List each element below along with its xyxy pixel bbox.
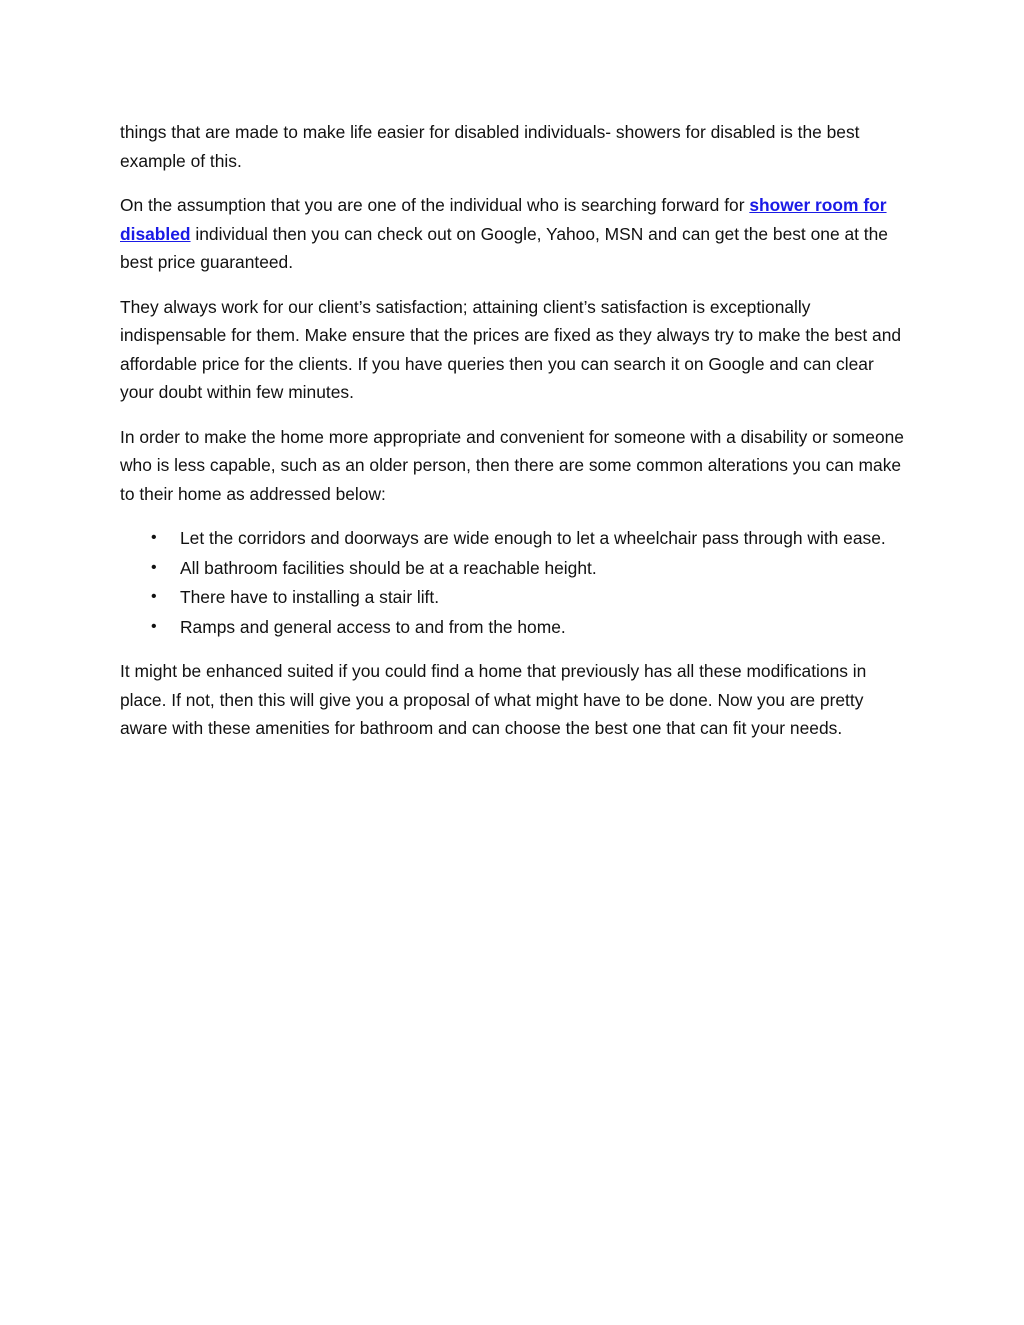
shower-room-link[interactable]: shower room for disabled <box>120 195 887 244</box>
list-item <box>120 583 910 612</box>
paragraph-search <box>120 191 910 277</box>
document-page <box>120 118 910 759</box>
bullet-icon: • <box>151 588 157 605</box>
paragraph-satisfaction: They always work for our client’s satisfaction; attaining client’s satisfaction is exceptionally indispensable for them. Make ensure that the prices are fixed as they always try to make the best and affordable price for the clients. If you have queries then you can search it on Google and can clear your doubt within few minutes. <box>120 296 902 402</box>
paragraph-conclusion: It might be enhanced suited if you could find a home that previously has all these modifications in place. If not, then this will give you a proposal of what might have to be done. Now you are pretty aware with these amenities for bathroom and can choose the best one that can fit your needs. <box>120 661 867 738</box>
list-item-text: There have to installing a stair lift. <box>180 587 440 607</box>
list-item <box>120 554 910 583</box>
paragraph-search-before: On the assumption that you are one of the individual who is searching forward for <box>120 195 750 215</box>
bullet-icon: • <box>151 529 157 546</box>
list-item <box>120 613 910 642</box>
bullet-icon: • <box>151 617 157 635</box>
list-item-text: All bathroom facilities should be at a reachable height. <box>180 557 597 578</box>
list-item <box>120 524 910 553</box>
paragraph-alterations: In order to make the home more appropriate and convenient for someone with a disability or someone who is less capable, such as an older person, then there are some common alterations you can make to their home as addressed below: <box>120 426 904 504</box>
list-item-text: Ramps and general access to and from the home. <box>180 616 566 637</box>
alterations-list <box>120 524 910 641</box>
list-item-text: Let the corridors and doorways are wide enough to let a wheelchair pass through with ease. <box>180 528 886 548</box>
paragraph-intro: things that are made to make life easier for disabled individuals- showers for disabled is the best example of this. <box>120 122 860 171</box>
paragraph-search-after: individual then you can check out on Google, Yahoo, MSN and can get the best one at the best price guaranteed. <box>120 223 888 272</box>
bullet-icon: • <box>151 558 157 576</box>
